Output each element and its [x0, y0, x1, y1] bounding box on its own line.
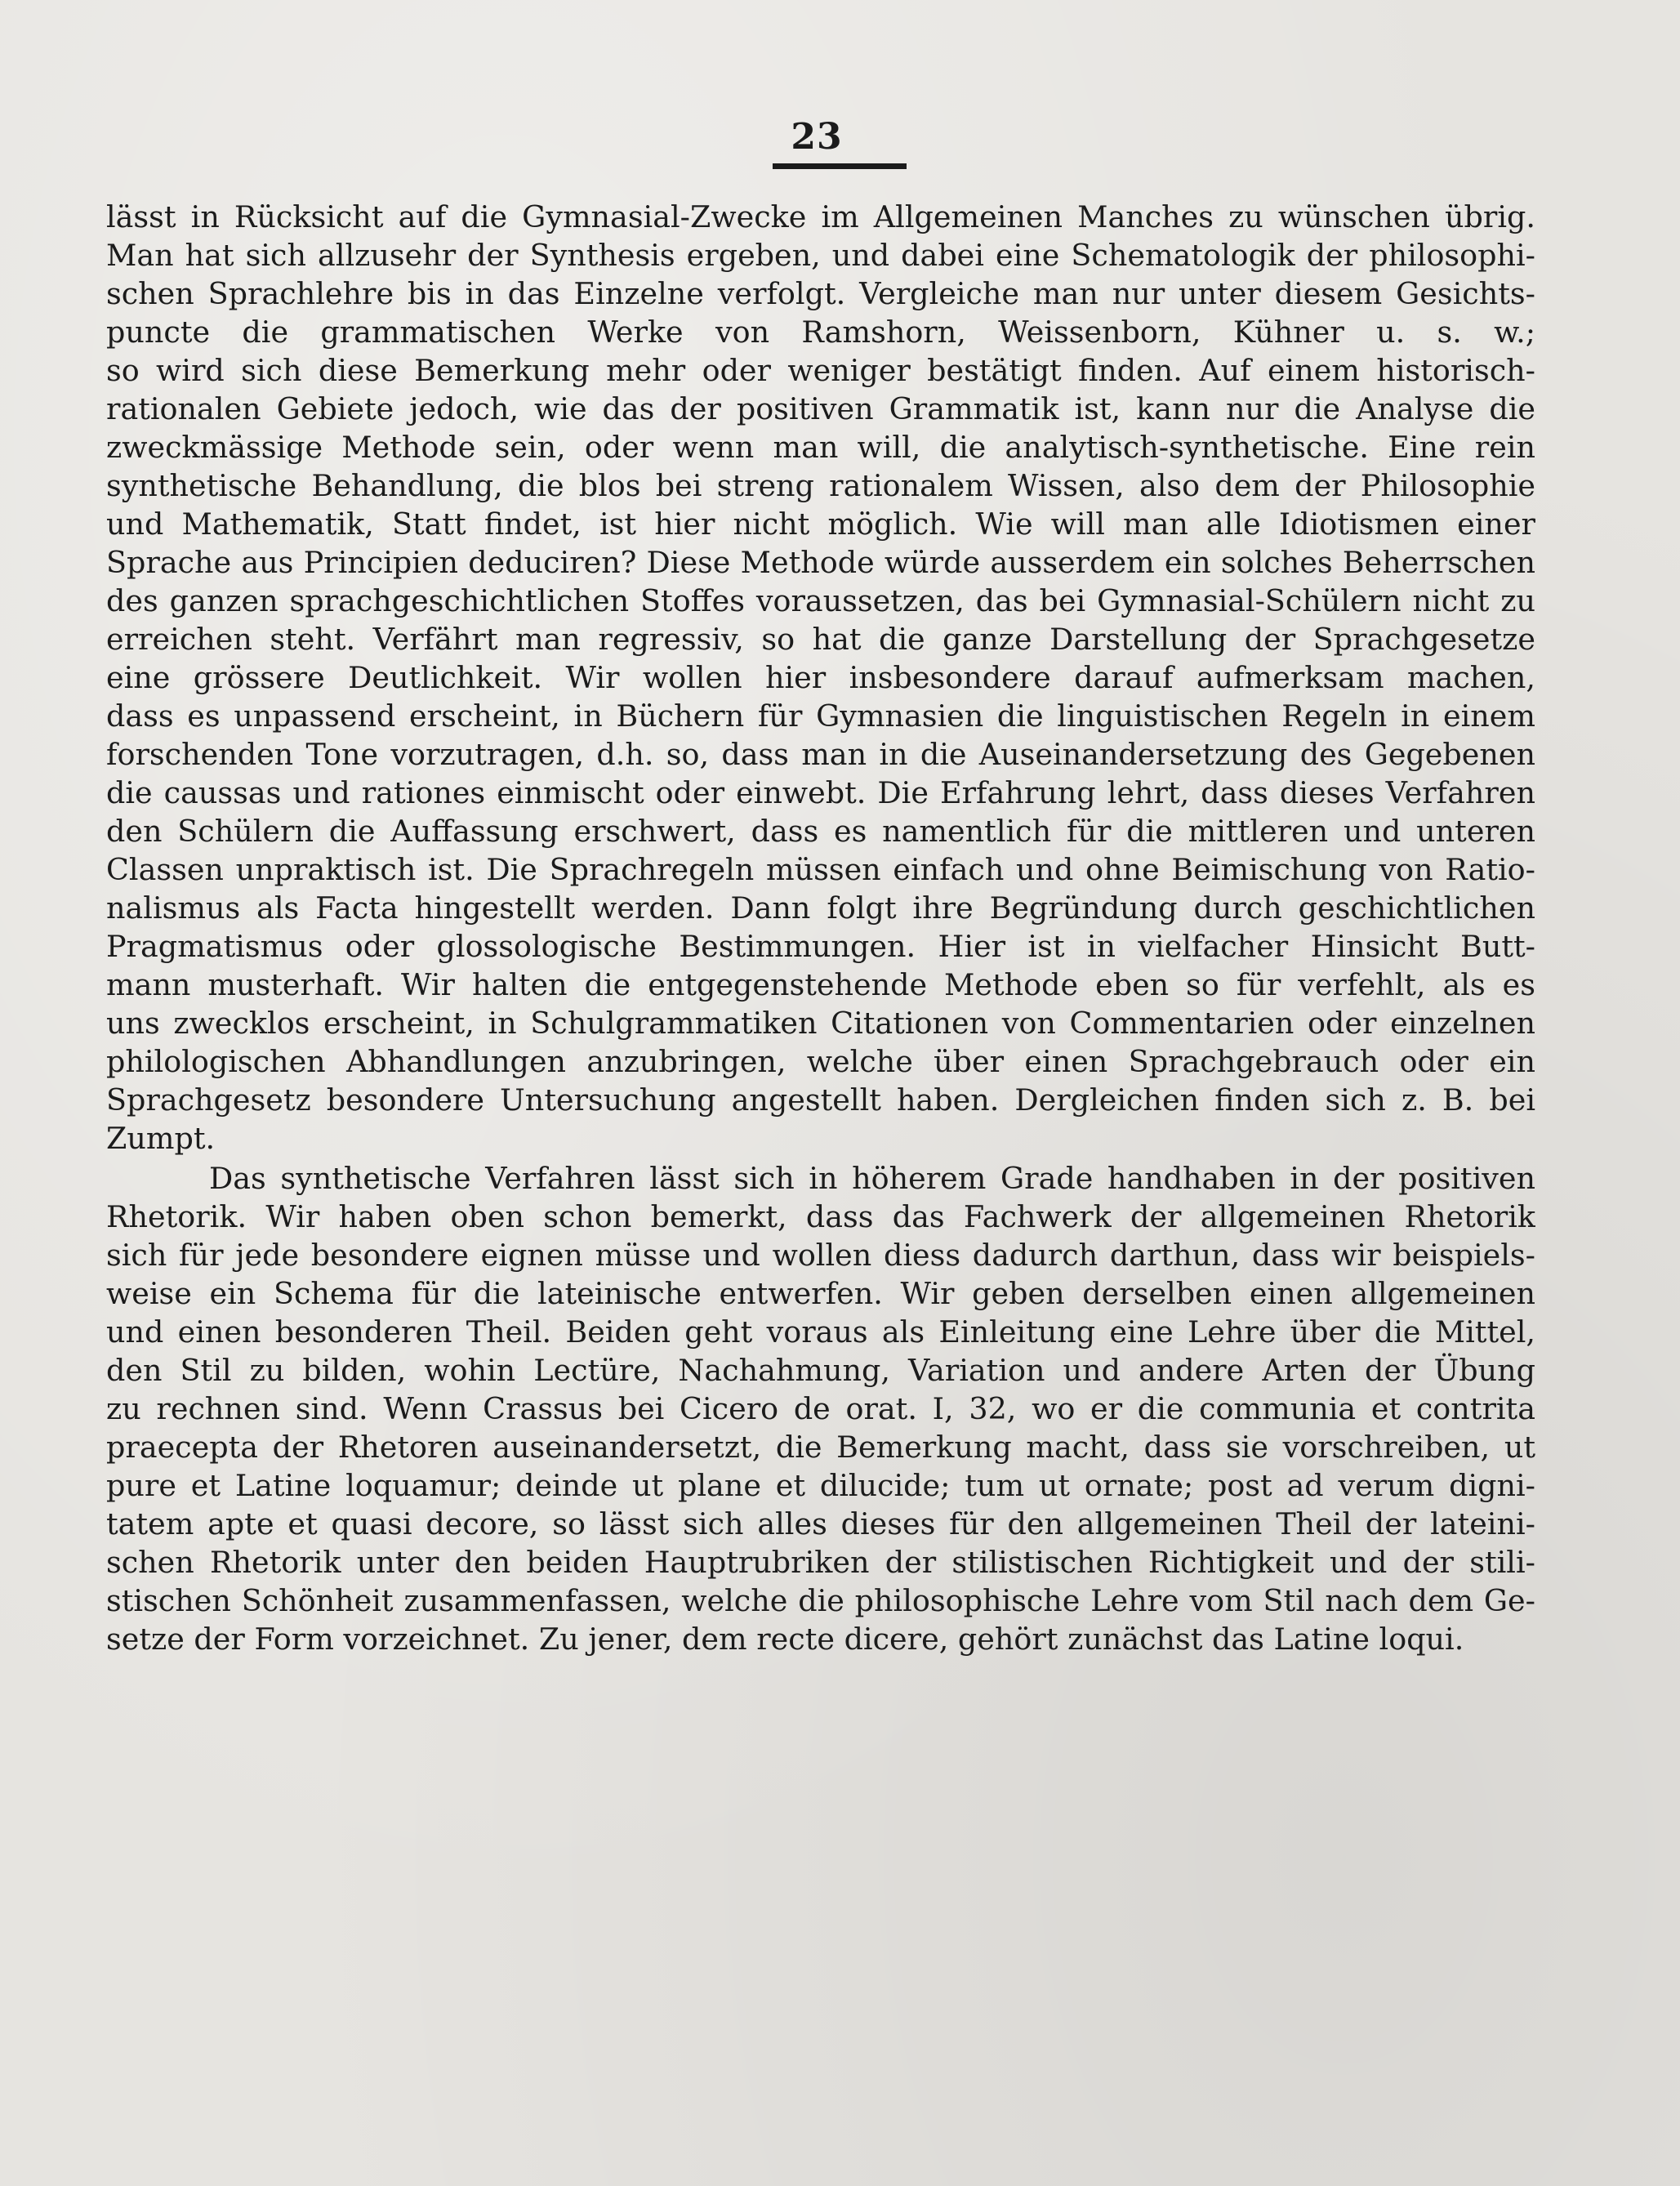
text-line: forschenden Tone vorzutragen, d.h. so, dass man in die Auseinandersetzung des Gegebenen — [106, 737, 1535, 772]
text-line: pure et Latine loquamur; deinde ut plane et dilucide; tum ut ornate; post ad verum digni- — [106, 1468, 1535, 1503]
text-line: zweckmässige Methode sein, oder wenn man will, die analytisch-synthetische. Eine rein — [106, 430, 1535, 465]
text-line: so wird sich diese Bemerkung mehr oder weniger bestätigt finden. Auf einem historisch- — [106, 353, 1535, 388]
text-line: Sprachgesetz besondere Untersuchung angestellt haben. Dergleichen finden sich z. B. bei — [106, 1082, 1535, 1118]
text-line: setze der Form vorzeichnet. Zu jener, dem recte dicere, gehört zunächst das Latine loqui. — [106, 1622, 1464, 1657]
text-line: praecepta der Rhetoren auseinandersetzt, die Bemerkung macht, dass sie vorschreiben, ut — [106, 1430, 1535, 1465]
text-line: tatem apte et quasi decore, so lässt sich alles dieses für den allgemeinen Theil der lateini- — [106, 1506, 1535, 1541]
text-line: nalismus als Facta hingestellt werden. Dann folgt ihre Begründung durch geschichtlichen — [106, 890, 1535, 926]
text-line: schen Rhetorik unter den beiden Hauptrubriken der stilistischen Richtigkeit und der stili- — [106, 1545, 1535, 1580]
text-line: uns zwecklos erscheint, in Schulgrammatiken Citationen von Commentarien oder einzelnen — [106, 1006, 1535, 1041]
text-line: die caussas und rationes einmischt oder einwebt. Die Erfahrung lehrt, dass dieses Verfahren — [106, 775, 1535, 810]
text-line: Sprache aus Principien deduciren? Diese Methode würde ausserdem ein solches Beherrschen — [106, 545, 1535, 580]
page-number: 23 — [791, 116, 843, 158]
text-line: stischen Schönheit zusammenfassen, welche die philosophische Lehre vom Stil nach dem Ge- — [106, 1583, 1535, 1618]
text-line: zu rechnen sind. Wenn Crassus bei Cicero de orat. I, 32, wo er die communia et contrita — [106, 1391, 1535, 1426]
text-line: mann musterhaft. Wir halten die entgegenstehende Methode eben so für verfehlt, als es — [106, 967, 1535, 1002]
text-line: schen Sprachlehre bis in das Einzelne verfolgt. Vergleiche man nur unter diesem Gesichts- — [106, 276, 1535, 311]
text-line: philologischen Abhandlungen anzubringen, welche über einen Sprachgebrauch oder ein — [106, 1044, 1535, 1079]
text-line: sich für jede besondere eignen müsse und wollen diess dadurch darthun, dass wir beispiels- — [106, 1238, 1535, 1273]
text-line: den Schülern die Auffassung erschwert, dass es namentlich für die mittleren und unteren — [106, 814, 1535, 849]
text-line: rationalen Gebiete jedoch, wie das der positiven Grammatik ist, kann nur die Analyse die — [106, 391, 1535, 426]
text-line: dass es unpassend erscheint, in Büchern für Gymnasien die linguistischen Regeln in einem — [106, 698, 1535, 734]
text-line: Pragmatismus oder glossologische Bestimmungen. Hier ist in vielfacher Hinsicht Butt- — [106, 929, 1535, 964]
text-line: und Mathematik, Statt findet, ist hier nicht möglich. Wie will man alle Idiotismen einer — [106, 506, 1535, 542]
text-line: Man hat sich allzusehr der Synthesis ergeben, und dabei eine Schematologik der philosophi- — [106, 238, 1535, 273]
text-line: und einen besonderen Theil. Beiden geht voraus als Einleitung eine Lehre über die Mittel, — [106, 1314, 1535, 1350]
text-line: eine grössere Deutlichkeit. Wir wollen hier insbesondere darauf aufmerksam machen, — [106, 660, 1535, 695]
body-text — [106, 198, 1535, 1658]
text-line: erreichen steht. Verfährt man regressiv, so hat die ganze Darstellung der Sprachgesetze — [106, 622, 1535, 657]
text-line: weise ein Schema für die lateinische entwerfen. Wir geben derselben einen allgemeinen — [106, 1276, 1535, 1311]
header-rule — [773, 163, 907, 169]
text-line: puncte die grammatischen Werke von Ramshorn, Weissenborn, Kühner u. s. w.; — [106, 315, 1535, 350]
text-line-paragraph-start: Das synthetische Verfahren lässt sich in höherem Grade handhaben in der positiven — [209, 1161, 1535, 1196]
text-line: Classen unpraktisch ist. Die Sprachregeln müssen einfach und ohne Beimischung von Ratio- — [106, 852, 1535, 887]
text-line: den Stil zu bilden, wohin Lectüre, Nachahmung, Variation und andere Arten der Übung — [106, 1353, 1535, 1388]
text-line: des ganzen sprachgeschichtlichen Stoffes voraussetzen, das bei Gymnasial-Schülern nicht zu — [106, 583, 1535, 618]
text-line: synthetische Behandlung, die blos bei streng rationalem Wissen, also dem der Philosophie — [106, 468, 1535, 503]
text-line: lässt in Rücksicht auf die Gymnasial-Zwecke im Allgemeinen Manches zu wünschen übrig. — [106, 199, 1535, 234]
text-line: Rhetorik. Wir haben oben schon bemerkt, dass das Fachwerk der allgemeinen Rhetorik — [106, 1199, 1535, 1234]
text-line-paragraph-end: Zumpt. — [106, 1121, 216, 1156]
